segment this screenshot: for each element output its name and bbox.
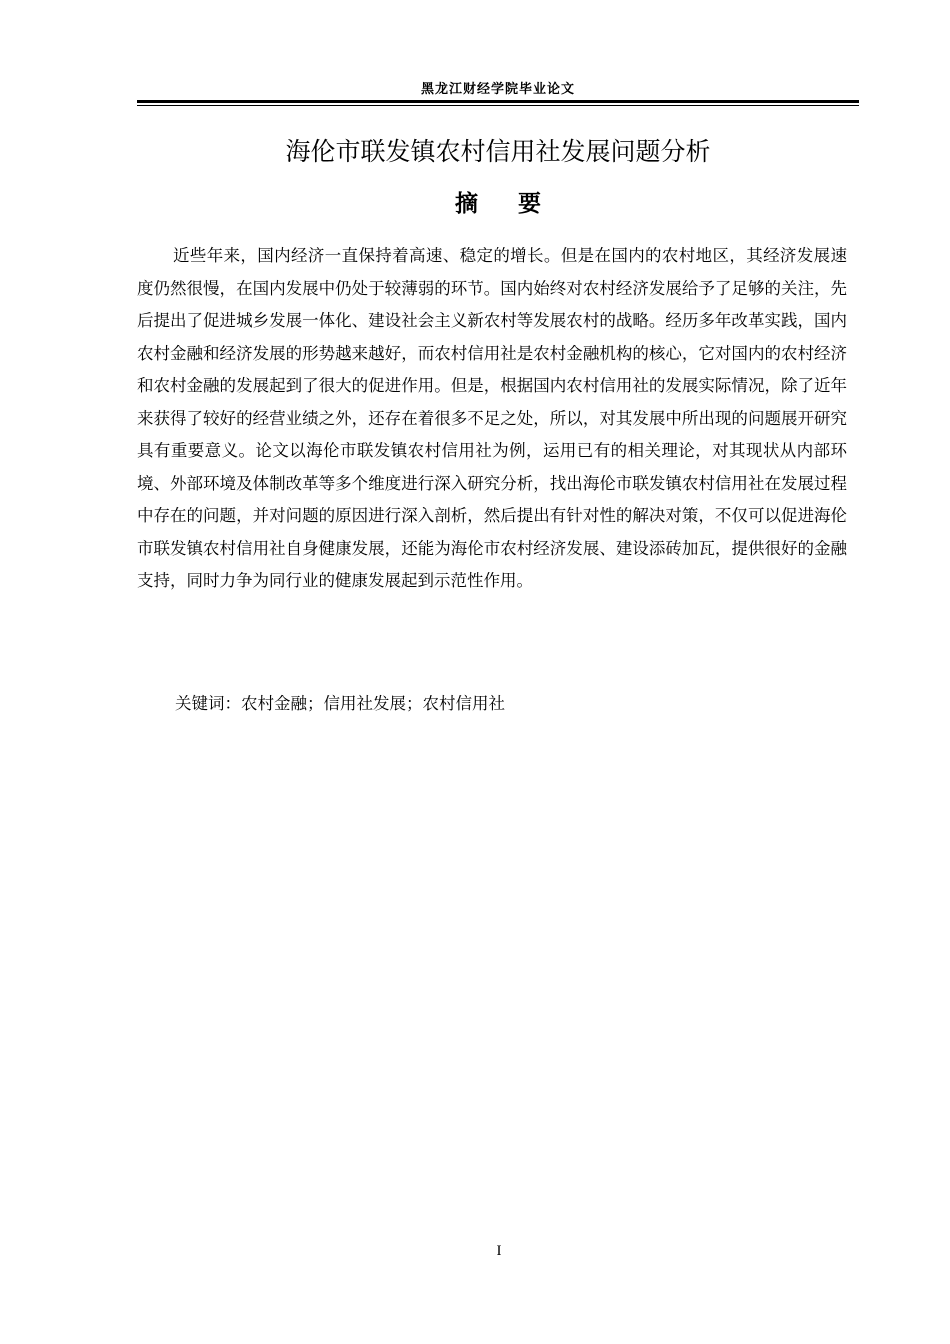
keywords: [175, 688, 505, 720]
running-header: 黑龙江财经学院毕业论文: [420, 82, 575, 97]
page-number: I: [496, 1243, 502, 1259]
abstract-body: 近些年来，国内经济一直保持着高速、稳定的增长。但是在国内的农村地区，其经济发展速度仍然很慢，在国内发展中仍处于较薄弱的环节。国内始终对农村经济发展给予了足够的关注，先后提出了促进城乡发展一体化、建设社会主义新农村等发展农村的战略。经历多年改革实践，国内农村金融和经济发展的形势越来越好，而农村信用社是农村金融机构的核心，它对国内的农村经济和农村金融的发展起到了很大的促进作用。但是，根据国内农村信用社的发展实际情况，除了近年来获得了较好的经营业绩之外，还存在着很多不足之处，所以，对其发展中所出现的问题展开研究具有重要意义。论文以海伦市联发镇农村信用社为例，运用已有的相关理论，对其现状从内部环境、外部环境及体制改革等多个维度进行深入研究分析，找出海伦市联发镇农村信用社在发展过程中存在的问题，并对问题的原因进行深入剖析，然后提出有针对性的解决对策，不仅可以促进海伦市联发镇农村信用社自身健康发展，还能为海伦市农村经济发展、建设添砖加瓦，提供很好的金融支持，同时力争为同行业的健康发展起到示范性作用。: [137, 246, 847, 590]
keywords-value: 农村金融；信用社发展；农村信用社: [241, 694, 505, 713]
abstract-heading: 摘要: [455, 191, 581, 217]
paper-title: 海伦市联发镇农村信用社发展问题分析: [285, 137, 711, 166]
header-rule-thick: [137, 100, 859, 103]
header-rule-thin: [137, 105, 859, 106]
keywords-label: 关键词：: [175, 694, 241, 713]
